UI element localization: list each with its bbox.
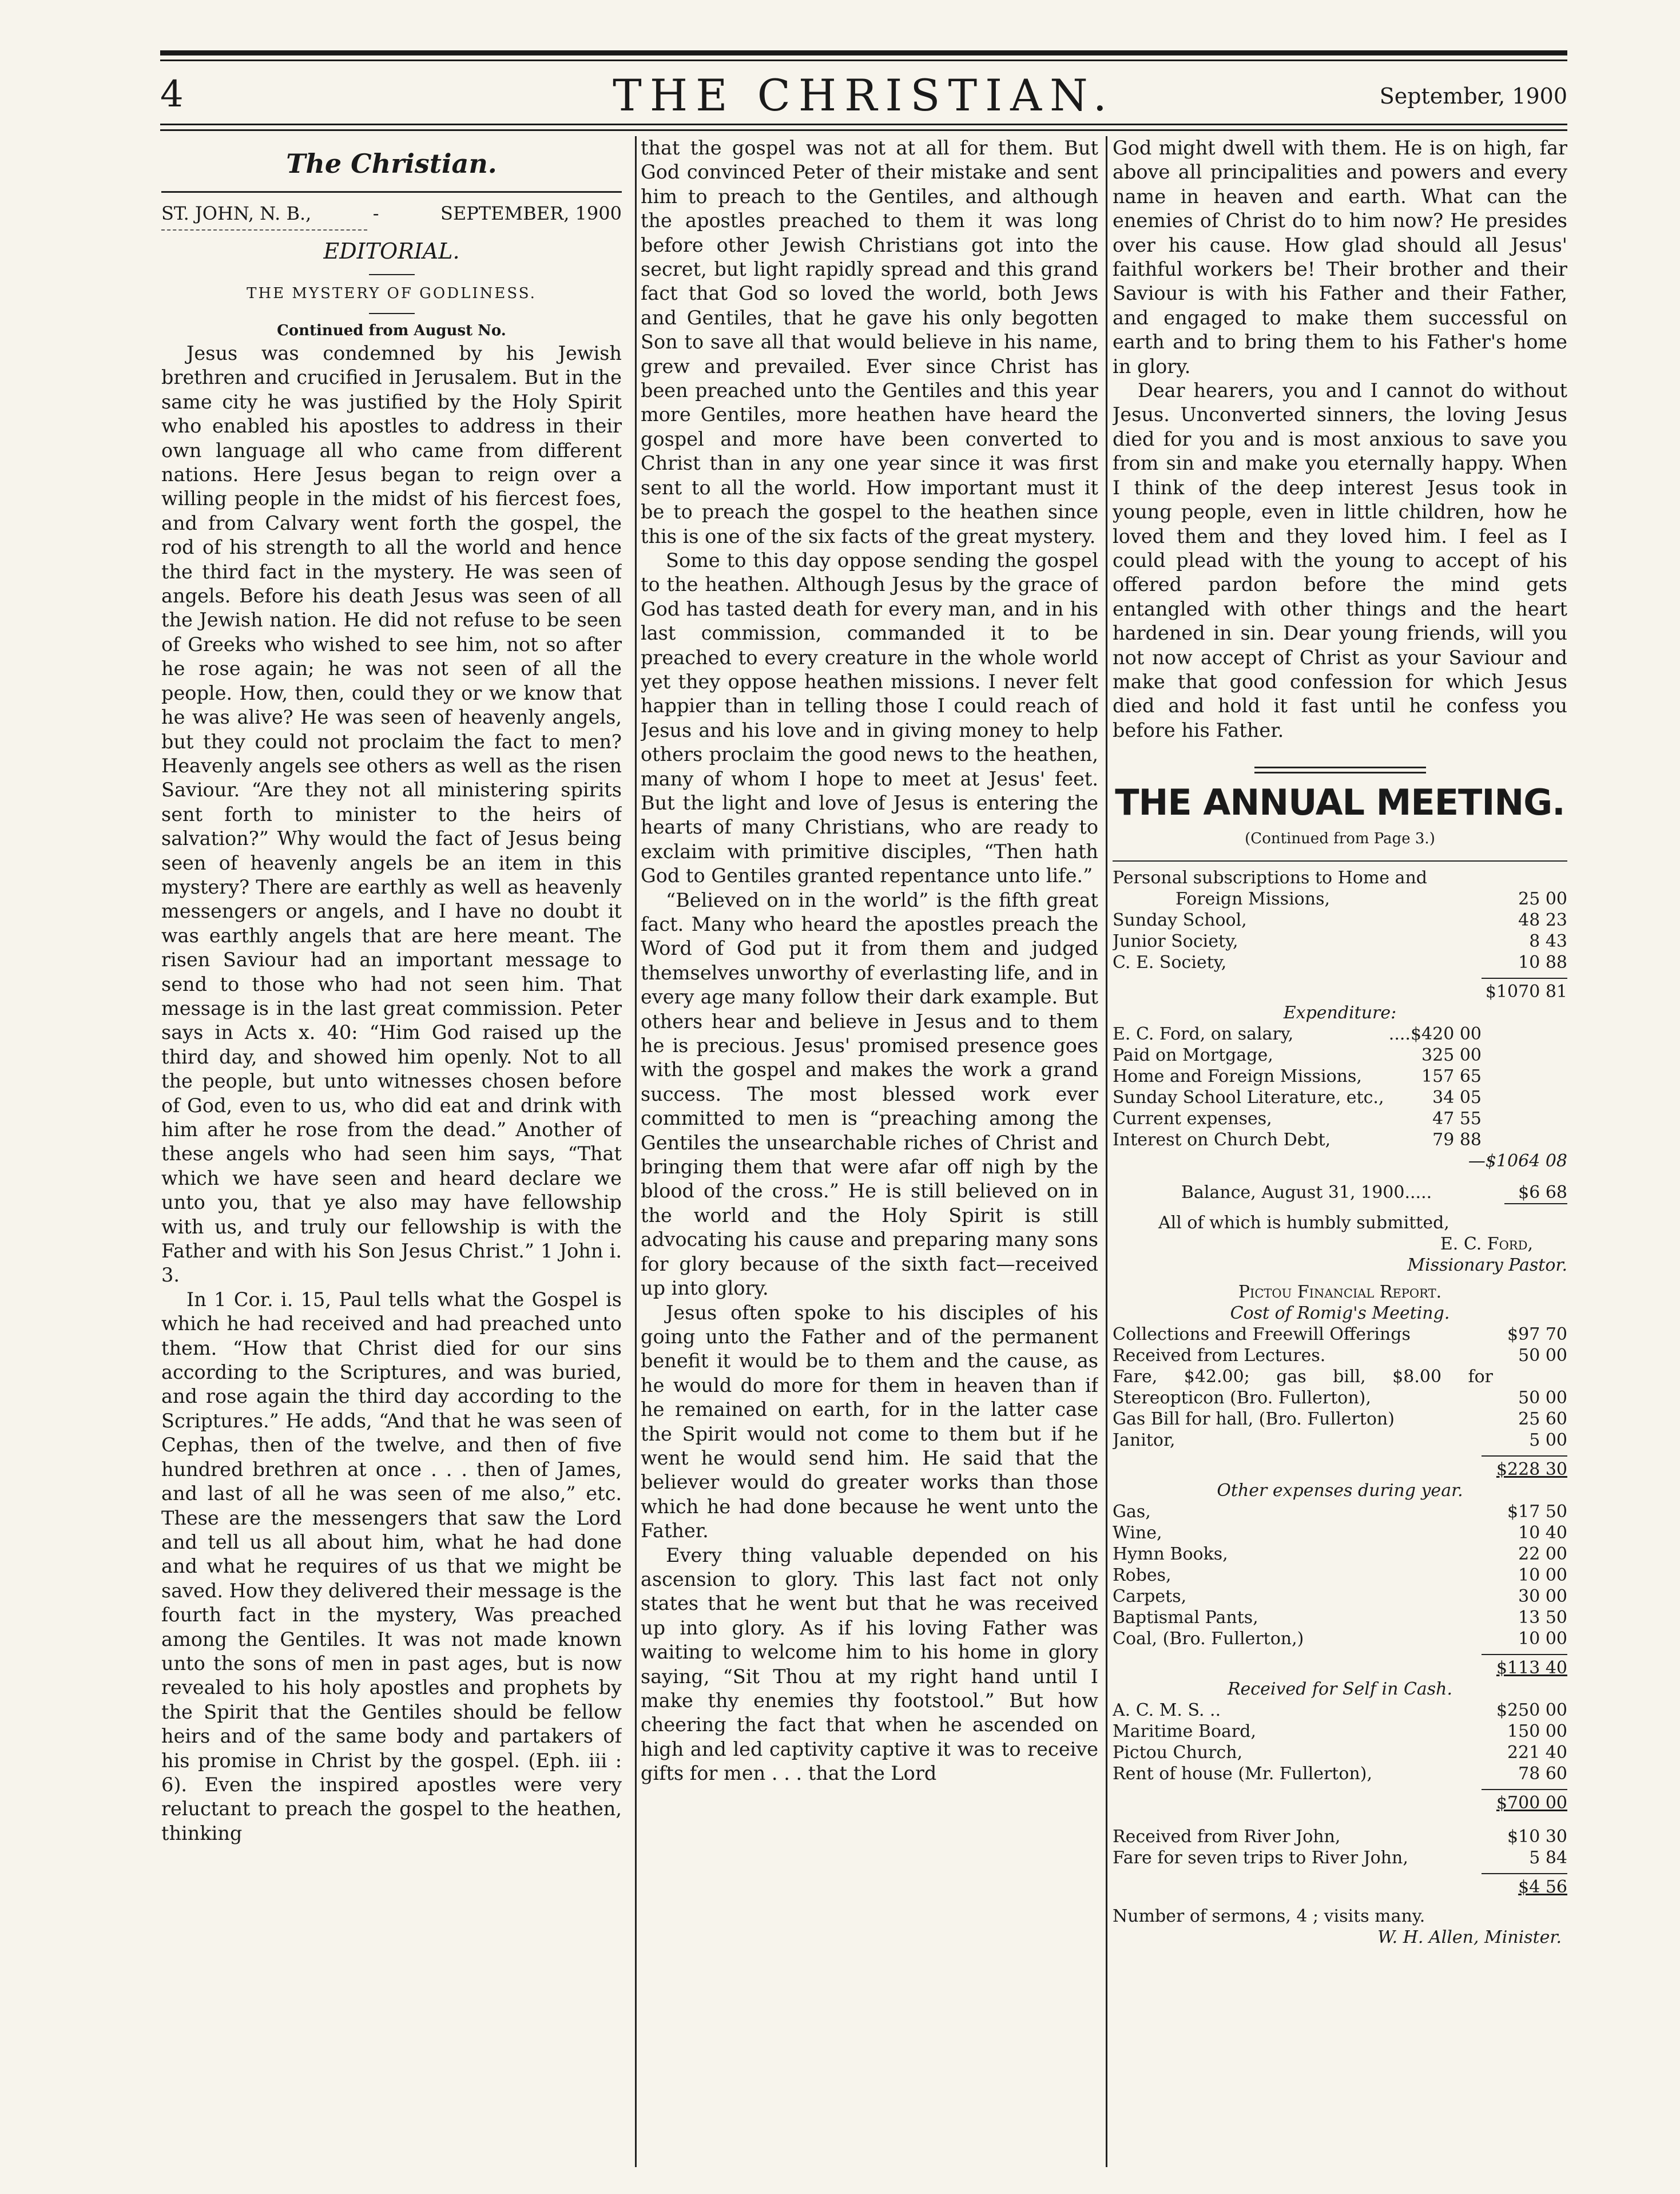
subscription-row: [1113, 952, 1567, 973]
subscription-amount: 48 23: [1518, 910, 1567, 931]
romig-row: [1113, 1409, 1567, 1430]
submitted-line: All of which is humbly submitted,: [1158, 1213, 1449, 1233]
masthead-rule-1: [160, 124, 1567, 125]
pictou-heading: Pictou Financial Report.: [1238, 1282, 1442, 1303]
romig-label: Received from Lectures.: [1113, 1346, 1326, 1366]
received-total-rule: [1482, 1789, 1567, 1790]
continued-note: Continued from August No.: [277, 322, 506, 339]
other-expense-amount: $17 50: [1507, 1502, 1567, 1522]
subscription-amount: 8 43: [1529, 931, 1567, 952]
balance-label: Balance, August 31, 1900.....: [1181, 1183, 1432, 1203]
col2-paragraph-5: Every thing valuable depended on his ascension to glory. This last fact not only states that he went but that he was received up into glory. As if his loving Father was waiting to welcome him to his home in glory saying, “Sit Thou at my right hand until I make thy enemies thy footstool.” But how cheering the fact that when he ascended on high and led captivity captive it was to receive gifts for men . . . that the Lord: [641, 1544, 1098, 1785]
expenditure-row: [1113, 1108, 1567, 1129]
expenditure-label: Home and Foreign Missions,: [1113, 1066, 1362, 1087]
other-expense-row: [1113, 1586, 1567, 1607]
other-expense-row: [1113, 1628, 1567, 1649]
expenditure-amount: 79 88: [1432, 1130, 1482, 1150]
signer-1-name: E. C. Ford,: [1440, 1234, 1533, 1255]
other-total-rule: [1482, 1654, 1567, 1655]
col2-paragraph-3: “Believed on in the world” is the fifth great fact. Many who heard the apostles preach the Word of God put it from them and judged themselves unworthy of everlasting life, and in every age many follow their dark example. But others hear and believe in Jesus and to them he is precious. Jesus' promised presence goes with the gospel and makes the work a grand success. The most blessed work ever committed to men is “preaching among the Gentiles the unsearchable riches of Christ and bringing them that were afar off nigh by the blood of the cross.” He is still believed on in the world and the Holy Spirit is still advocating his cause and preparing many sons for glory because of the sixth fact—received up into glory.: [641, 888, 1098, 1300]
col1-paragraph-1: Jesus was condemned by his Jewish brethren and crucified in Jerusalem. But in the same city he was justified by the Holy Spirit who enabled his apostles to address in their own language all who came from different nations. Here Jesus began to reign over a willing people in the midst of his fiercest foes, and from Calvary went forth the gospel, the rod of his strength to all the world and hence the third fact in the mystery. He was seen of angels. Before his death Jesus was seen of all the Jewish nation. He did not refuse to be seen of Greeks who wished to see him, not so after he rose again; he was not seen of all the people. How, then, could they or we know that he was alive? He was seen of heavenly angels, but they could not proclaim the fact to men? Heavenly angels see others as well as the risen Saviour. “Are they not all ministering spirits sent forth to minister to the heirs of salvation?” Why would the fact of Jesus being seen of heavenly angels be an item in this mystery? There are earthly as well as heavenly messengers or angels, and I have no doubt it was earthly angels that are here meant. The risen Saviour had an important message to send to those who had not seen him. That message is in the last great commission. Peter says in Acts x. 40: “Him God raised up the third day, and showed him openly. Not to all the people, but unto witnesses chosen before of God, even to us, who did eat and drink with him after he rose from the dead.” Another of these angels who had seen him says, “That which we have seen and heard declare we unto you, that ye also may have fellowship with us, and truly our fellowship is with the Father and with his Son Jesus Christ.” 1 John i. 3.: [161, 342, 622, 1287]
other-expense-label: Coal, (Bro. Fullerton,): [1113, 1629, 1304, 1649]
col2-paragraph-2: Some to this day oppose sending the gospel to the heathen. Although Jesus by the grace of God has tasted death for every man, and in his last commission, commanded it to be preached to every creature in the whole world yet they oppose heathen missions. I never felt happier than in telling those I could reach of Jesus and his love and in giving money to help others proclaim the good news to the heathen, many of whom I hope to meet at Jesus' feet. But the light and love of Jesus is entering the hearts of many Christians, who are ready to exclaim with primitive disciples, “Then hath God to Gentiles granted repentance unto life.”: [641, 549, 1098, 887]
received-label: Pictou Church,: [1113, 1743, 1243, 1763]
river-label: Received from River John,: [1113, 1827, 1341, 1847]
dateline-rule: [161, 229, 367, 231]
subscription-label: C. E. Society,: [1113, 953, 1227, 973]
article-rule: [369, 313, 415, 314]
romig-amount: 25 60: [1518, 1409, 1567, 1430]
masthead: [160, 68, 1567, 122]
received-label: A. C. M. S. ..: [1113, 1700, 1221, 1721]
subscription-row: [1113, 931, 1567, 952]
expenditure-amount: 34 05: [1432, 1088, 1482, 1108]
expenditure-row: [1113, 1066, 1567, 1087]
other-expense-row: [1113, 1607, 1567, 1628]
received-row: [1113, 1700, 1567, 1721]
col2-paragraph-4: Jesus often spoke to his disciples of his going unto the Father and of the permanent benefit it would be to them and the cause, as he would do more for them in heaven than if he remained on earth, for in the latter case the Spirit would not come to them but if he went he would send him. He said that the believer would do greater works than those which he had done because he went unto the Father.: [641, 1301, 1098, 1542]
river-amount: $10 30: [1507, 1827, 1567, 1847]
signer-1-title: Missionary Pastor.: [1407, 1255, 1567, 1276]
other-expense-label: Robes,: [1113, 1565, 1171, 1586]
romig-row: [1113, 1345, 1567, 1366]
received-amount: $250 00: [1496, 1700, 1567, 1721]
subs-heading-line1: Personal subscriptions to Home and: [1113, 868, 1427, 888]
col2-paragraph-1: that the gospel was not at all for them. But God convinced Peter of their mistake and sent him to preach to the Gentiles, and although the apostles preached to them it was long before other Jewish Christians got into the secret, but light rapidly spread and this grand fact that God so loved the world, both Jews and Gentiles, that he gave his only begotten Son to save all that would believe in his name, grew and prevailed. Ever since Christ has been preached unto the Gentiles and this year more Gentiles, more heathen have heard the gospel and more have been converted to Christ than in any one year since it was first sent to all the world. How important must it be to preach the gospel to the heathen since this is one of the six facts of the great mystery.: [641, 137, 1098, 547]
paper-name-rule: [161, 191, 622, 193]
col3-paragraph-2: Dear hearers, you and I cannot do without Jesus. Unconverted sinners, the loving Jesus died for you and is most anxious to save you from sin and make you eternally happy. When I think of the deep interest Jesus took in young people, even in little children, how he loved them and they loved him. I feel as I could plead with the young to accept of his offered pardon before the mind gets entangled with other things and the heart hardened in sin. Dear young friends, will you not now accept of Christ as your Saviour and make that good confession for which Jesus died and hold it fast until he confess you before his Father.: [1113, 379, 1567, 741]
romig-label: Collections and Freewill Offerings: [1113, 1324, 1411, 1345]
other-expenses-heading: Other expenses during year.: [1217, 1481, 1463, 1501]
paper-name: The Christian.: [286, 148, 497, 179]
other-expense-amount: 30 00: [1518, 1586, 1567, 1607]
other-expense-amount: 10 00: [1518, 1629, 1567, 1649]
received-row: [1113, 1763, 1567, 1784]
expenditure-amount: 157 65: [1421, 1066, 1482, 1087]
subscription-row: [1113, 910, 1567, 931]
expenditure-amount: 47 55: [1432, 1109, 1482, 1129]
expenditure-total: —$1064 08: [1468, 1151, 1567, 1172]
top-rule-thick: [160, 50, 1567, 55]
column-divider-1: [635, 136, 637, 2167]
received-label: Rent of house (Mr. Fullerton),: [1113, 1764, 1372, 1784]
expenditure-heading: Expenditure:: [1283, 1003, 1397, 1023]
river-row: [1113, 1826, 1567, 1847]
annual-meeting-title: THE ANNUAL MEETING.: [1115, 781, 1565, 824]
meeting-rule-top-1: [1254, 767, 1426, 768]
expenditure-row: [1113, 1045, 1567, 1066]
dateline: [161, 202, 622, 225]
romig-heading: Cost of Romig's Meeting.: [1230, 1303, 1450, 1324]
river-amount: 5 84: [1529, 1848, 1567, 1868]
column-divider-2: [1106, 136, 1107, 2167]
article-title: THE MYSTERY OF GODLINESS.: [247, 285, 537, 302]
romig-total: $228 30: [1496, 1459, 1567, 1480]
received-amount: 150 00: [1507, 1721, 1567, 1742]
other-expense-label: Baptismal Pants,: [1113, 1608, 1258, 1628]
other-expense-label: Gas,: [1113, 1502, 1151, 1522]
meeting-rule-top-2: [1254, 772, 1426, 773]
other-expense-label: Carpets,: [1113, 1586, 1187, 1607]
subs-heading-label: Foreign Missions,: [1175, 889, 1330, 910]
subscriptions-total: $1070 81: [1485, 982, 1567, 1002]
other-expense-amount: 22 00: [1518, 1544, 1567, 1565]
column-3: [1113, 136, 1567, 2164]
meeting-continued: (Continued from Page 3.): [1245, 830, 1435, 848]
column-1: [161, 136, 622, 2164]
romig-label: Janitor,: [1113, 1430, 1175, 1451]
romig-row: [1113, 1366, 1567, 1409]
expenditure-row: [1113, 1087, 1567, 1108]
top-rule-thin: [160, 59, 1567, 61]
signer-2: W. H. Allen, Minister.: [1377, 1927, 1562, 1948]
subs-heading-line2: [1113, 888, 1567, 910]
section-rule: [369, 274, 415, 275]
col1-paragraph-2: In 1 Cor. i. 15, Paul tells what the Gospel is which he had received and had preached unto them. “How that Christ died for our sins according to the Scriptures, and was buried, and rose again the third day according to the Scriptures.” He adds, “And that he was seen of Cephas, then of the twelve, and then of five hundred brethren at once . . . then of James, and last of all he was seen of me also,” etc. These are the messengers that saw the Lord and tell us all about him, what he had done and what he requires of us that we might be saved. How they delivered their message is the fourth fact in the mystery, Was preached among the Gentiles. It was not made known unto the sons of men in past ages, but is now revealed to his holy apostles and prophets by the Spirit that the Gentiles should be fellow heirs and of the same body and partakers of his promise in Christ by the gospel. (Eph. iii : 6). Even the inspired apostles were very reluctant to preach the gospel to the heathen, thinking: [161, 1288, 622, 1844]
other-expenses-total: $113 40: [1496, 1658, 1567, 1679]
received-total: $700 00: [1496, 1793, 1567, 1814]
column-2: [641, 136, 1098, 2164]
romig-amount: 50 00: [1518, 1346, 1567, 1366]
expenditure-row: [1113, 1129, 1567, 1150]
dateline-date: SEPTEMBER, 1900: [440, 203, 622, 224]
romig-row: [1113, 1430, 1567, 1451]
river-total-rule: [1482, 1873, 1567, 1874]
romig-amount: 50 00: [1518, 1388, 1567, 1409]
meeting-rule: [1113, 860, 1567, 862]
masthead-date: September, 1900: [1379, 84, 1567, 109]
expenditure-amount: 325 00: [1421, 1045, 1482, 1066]
received-amount: 78 60: [1518, 1764, 1567, 1784]
expenditure-amount: ....$420 00: [1388, 1024, 1482, 1045]
balance-row: [1113, 1182, 1567, 1204]
romig-total-rule: [1482, 1455, 1567, 1457]
expenditure-label: Interest on Church Debt,: [1113, 1130, 1331, 1150]
masthead-title: THE CHRISTIAN.: [613, 70, 1115, 121]
expenditure-label: Sunday School Literature, etc.,: [1113, 1088, 1384, 1108]
expenditure-label: E. C. Ford, on salary,: [1113, 1024, 1294, 1045]
received-row: [1113, 1742, 1567, 1763]
subs-heading-amount: 25 00: [1518, 889, 1567, 910]
romig-label: Gas Bill for hall, (Bro. Fullerton): [1113, 1409, 1395, 1430]
romig-row: [1113, 1324, 1567, 1345]
other-expense-amount: 13 50: [1518, 1608, 1567, 1628]
other-expense-row: [1113, 1565, 1567, 1586]
romig-amount: $97 70: [1507, 1324, 1567, 1345]
dateline-place: ST. JOHN, N. B.,: [161, 203, 312, 224]
river-row: [1113, 1847, 1567, 1868]
subscription-label: Sunday School,: [1113, 910, 1247, 931]
sermons-line: Number of sermons, 4 ; visits many.: [1113, 1906, 1425, 1927]
section-heading: EDITORIAL.: [323, 239, 460, 264]
other-expense-amount: 10 00: [1518, 1565, 1567, 1586]
other-expense-row: [1113, 1501, 1567, 1522]
masthead-rule-2: [160, 129, 1567, 131]
river-label: Fare for seven trips to River John,: [1113, 1848, 1408, 1868]
expenditure-label: Paid on Mortgage,: [1113, 1045, 1273, 1066]
subs-total-rule: [1482, 978, 1567, 979]
dateline-separator: -: [372, 203, 379, 224]
page-number: 4: [160, 73, 184, 116]
subscription-amount: 10 88: [1518, 953, 1567, 973]
financial-report: [1113, 867, 1567, 1948]
romig-label: Fare, $42.00; gas bill, $8.00 for Stereopticon (Bro. Fullerton),: [1113, 1367, 1493, 1409]
other-expense-label: Hymn Books,: [1113, 1544, 1228, 1565]
received-label: Maritime Board,: [1113, 1721, 1257, 1742]
subscription-label: Junior Society,: [1113, 931, 1238, 952]
river-total: $4 56: [1518, 1877, 1567, 1898]
expenditure-row: [1113, 1023, 1567, 1045]
other-expense-row: [1113, 1522, 1567, 1544]
other-expense-amount: 10 40: [1518, 1523, 1567, 1544]
balance-amount: $6 68: [1504, 1182, 1567, 1204]
other-expense-row: [1113, 1544, 1567, 1565]
other-expense-label: Wine,: [1113, 1523, 1162, 1544]
romig-amount: 5 00: [1529, 1430, 1567, 1451]
received-row: [1113, 1721, 1567, 1742]
received-amount: 221 40: [1507, 1743, 1567, 1763]
received-heading: Received for Self in Cash.: [1227, 1679, 1453, 1700]
expenditure-label: Current expenses,: [1113, 1109, 1272, 1129]
col3-paragraph-1: God might dwell with them. He is on high, far above all principalities and powers and every name in heaven and earth. What can the enemies of Christ do to him now? He presides over his cause. How glad should all Jesus' faithful workers be! Their brother and their Saviour is with his Father and their Father, and engaged to make them successful on earth and to bring them to his Father's home in glory.: [1113, 137, 1567, 378]
